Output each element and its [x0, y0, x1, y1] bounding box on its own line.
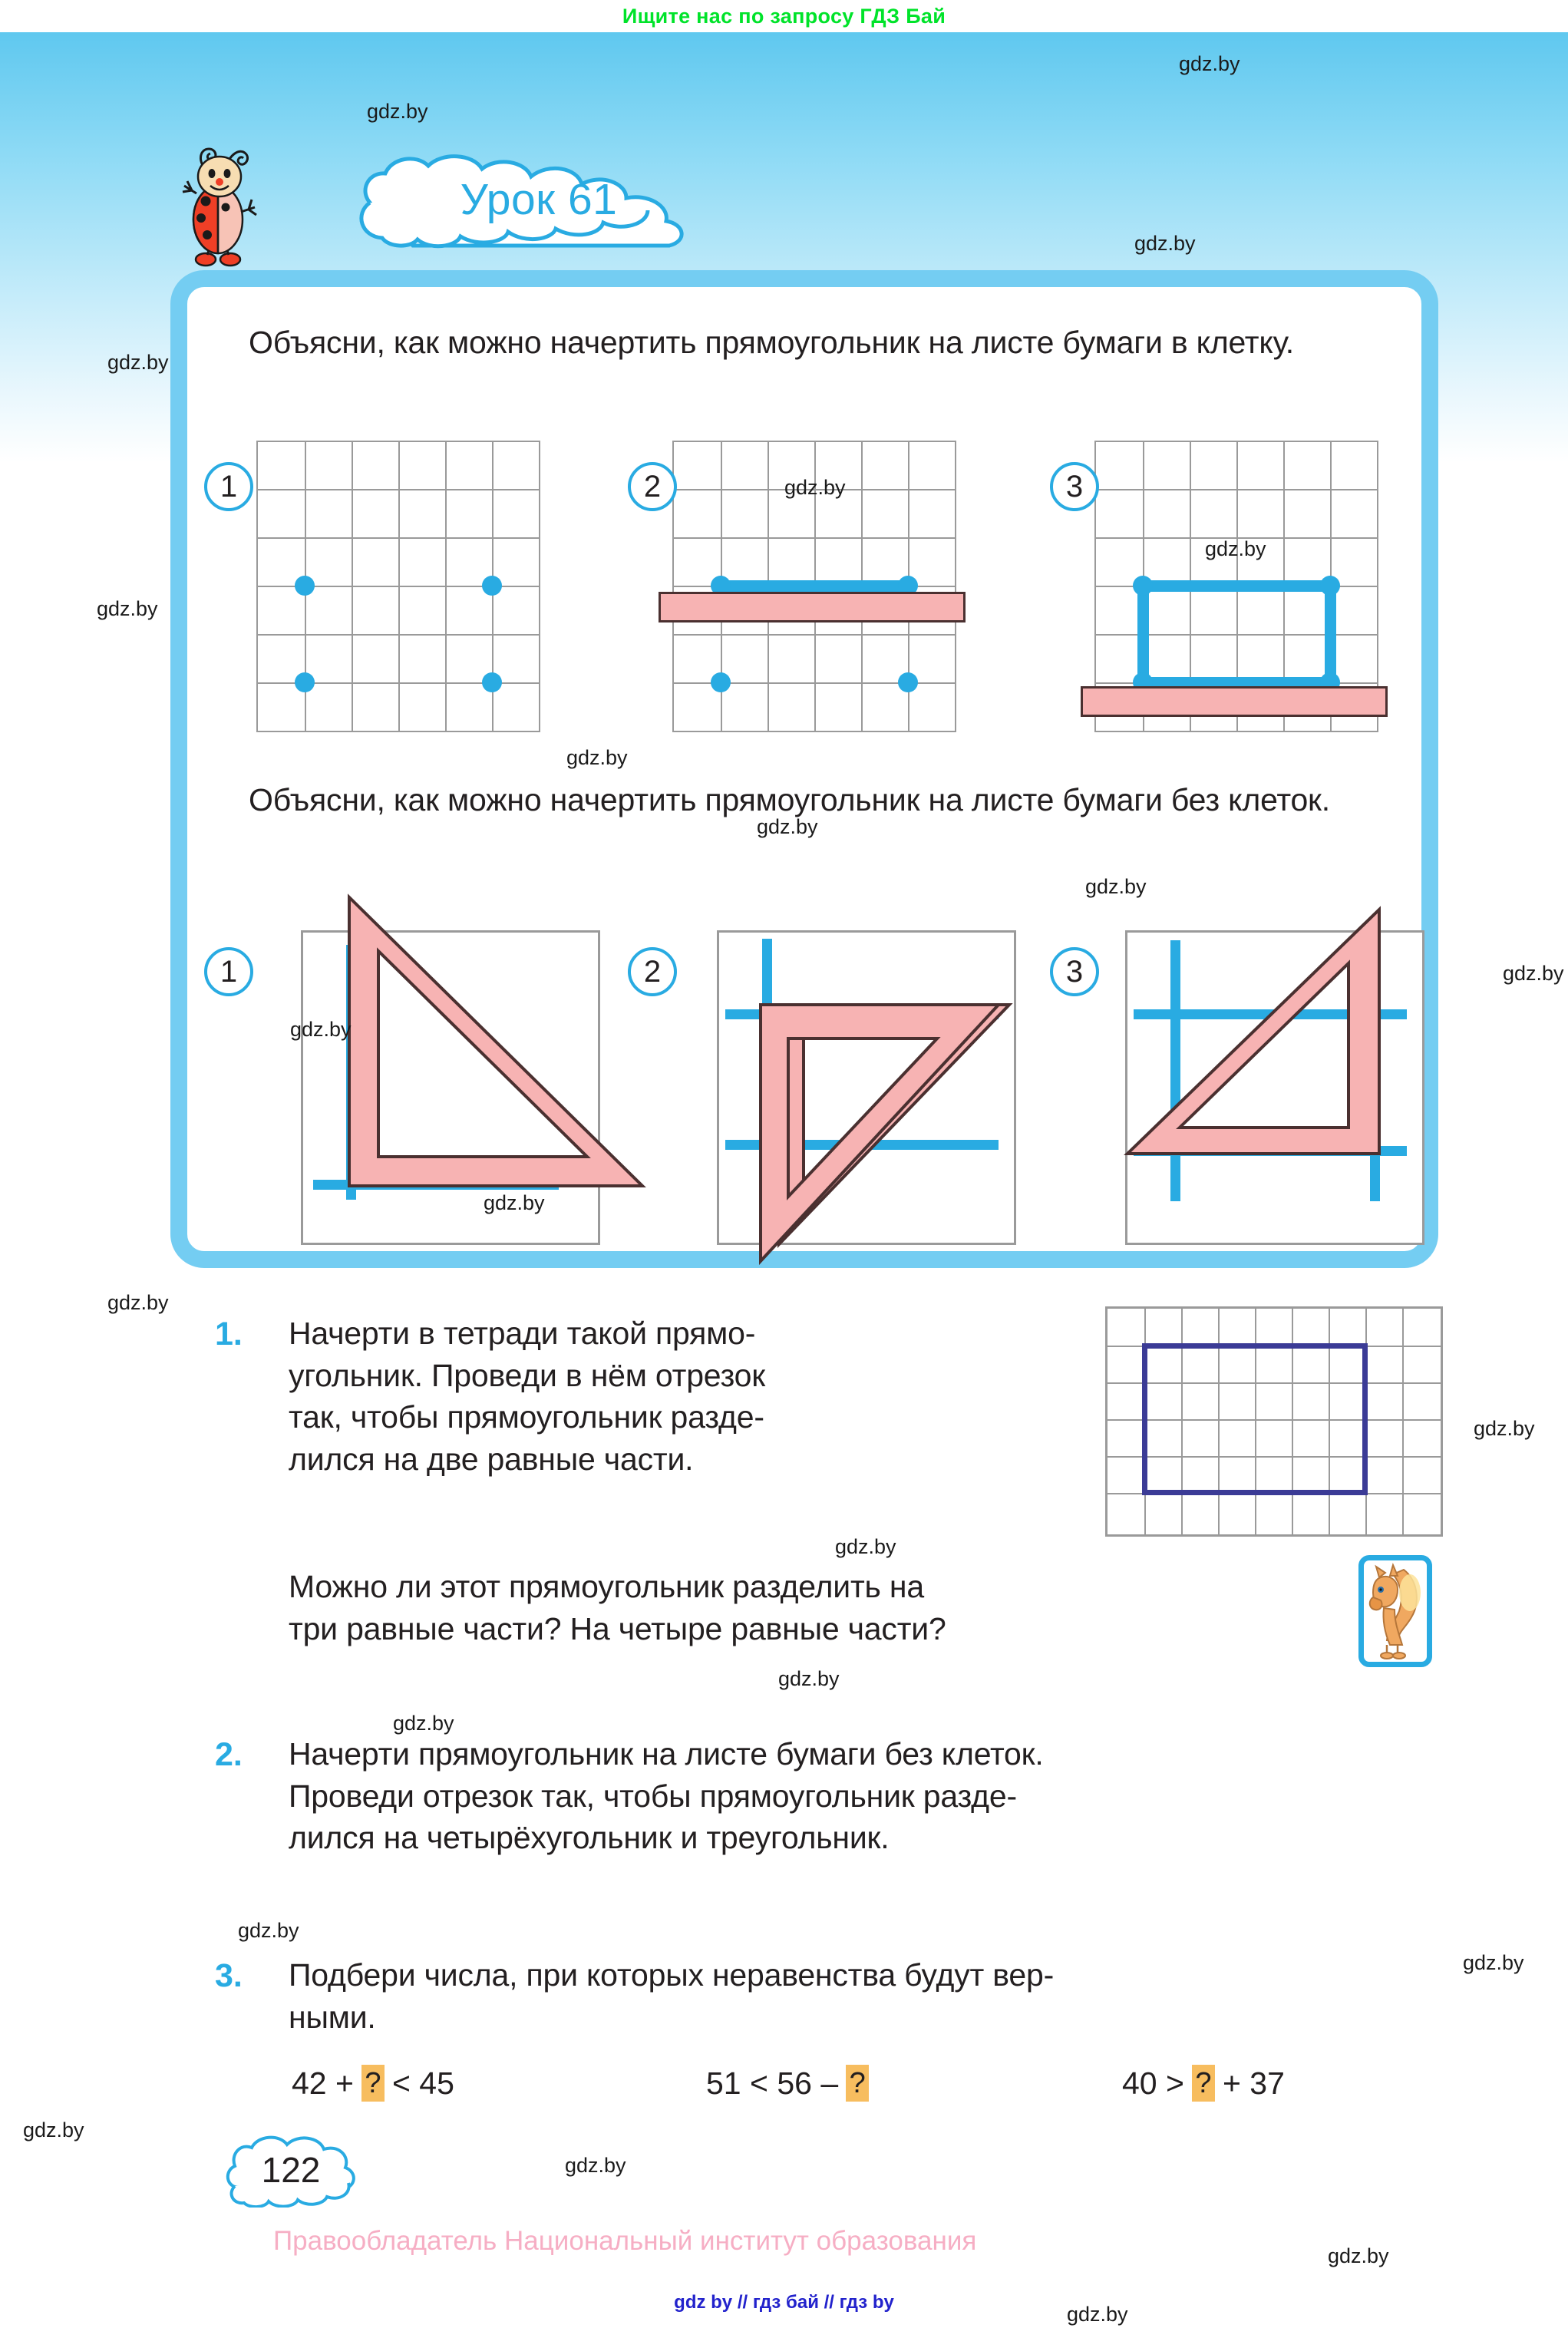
watermark: gdz.by	[393, 1712, 454, 1735]
watermark: gdz.by	[565, 2154, 626, 2177]
lesson-card	[170, 270, 1438, 1268]
card-heading-plain: Объясни, как можно начертить прямоугольник на листе бумаги без клеток.	[249, 782, 1330, 817]
watermark: gdz.by	[367, 100, 428, 123]
card-heading-grid: Объясни, как можно начертить прямоугольник на листе бумаги в клетку.	[249, 325, 1294, 360]
watermark: gdz.by	[107, 1291, 169, 1314]
corner-dot	[482, 576, 502, 596]
exercise-text-3	[289, 1954, 1455, 2038]
inequality-right: < 45	[391, 2065, 454, 2101]
exercise-number-2: 2.	[215, 1736, 243, 1773]
watermark: gdz.by	[1179, 52, 1240, 75]
step-badge-grid-1: 1	[204, 462, 253, 511]
watermark: gdz.by	[97, 597, 158, 620]
corner-dot	[482, 672, 502, 692]
exercise-line: лился на две равные части.	[289, 1441, 694, 1477]
exercise-line: так, чтобы прямоугольник разде-	[289, 1399, 764, 1435]
corner-dot	[1320, 576, 1340, 596]
promo-text: Ищите нас по запросу ГДЗ Бай	[622, 5, 946, 28]
inequality-2	[706, 2065, 876, 2102]
inequality-1	[292, 2065, 454, 2102]
corner-dot	[295, 576, 315, 596]
watermark: gdz.by	[784, 476, 846, 499]
promo-banner	[0, 0, 1568, 32]
page-number-cloud	[221, 2132, 361, 2208]
corner-dot	[898, 672, 918, 692]
answer-placeholder-box[interactable]: ?	[1192, 2065, 1215, 2102]
grid-panel-step-1	[256, 441, 540, 732]
watermark: gdz.by	[757, 815, 818, 838]
exercise-number-3: 3.	[215, 1957, 243, 1994]
inequality-left: 51 < 56 –	[706, 2065, 839, 2101]
step-badge-plain-1: 1	[204, 947, 253, 996]
corner-dot	[711, 672, 731, 692]
watermark: gdz.by	[1134, 232, 1196, 255]
paper-panel-step-3	[1125, 930, 1424, 1245]
notebook-grid-figure	[1105, 1306, 1443, 1537]
watermark: gdz.by	[484, 1191, 545, 1214]
grid-panel-step-3	[1094, 441, 1378, 732]
inequality-left: 42 +	[292, 2065, 354, 2101]
lesson-title: Урок 61	[460, 175, 618, 224]
exercise-number-1: 1.	[215, 1316, 243, 1352]
watermark: gdz.by	[23, 2118, 84, 2142]
inequality-right: + 37	[1222, 2065, 1285, 2101]
watermark: gdz.by	[290, 1018, 352, 1041]
exercise-text-2	[289, 1733, 1440, 1859]
exercise-line: лился на четырёхугольник и треугольник.	[289, 1820, 890, 1856]
ruler-icon	[1081, 686, 1388, 717]
inequality-left: 40 >	[1122, 2065, 1184, 2101]
paper-panel-step-2	[717, 930, 1016, 1245]
watermark: gdz.by	[1085, 875, 1147, 898]
exercise-line: угольник. Проведи в нём отрезок	[289, 1357, 765, 1393]
ladybug-icon	[175, 137, 276, 267]
watermark: gdz.by	[1463, 1951, 1524, 1974]
drawn-rectangle	[1142, 1343, 1368, 1495]
rect-side-top	[1143, 580, 1335, 592]
watermark: gdz.by	[1205, 537, 1266, 560]
exercise-line: Подбери числа, при которых неравенства будут вер-	[289, 1957, 1055, 1993]
squirrel-hint-box	[1358, 1555, 1432, 1667]
lesson-title-cloud	[347, 150, 731, 249]
page-number: 122	[261, 2150, 321, 2190]
answer-placeholder-box[interactable]: ?	[846, 2065, 869, 2102]
inequalities-row	[292, 2065, 1443, 2111]
exercise-line: ными.	[289, 1999, 376, 2035]
paper-panel-step-1	[301, 930, 600, 1245]
drawn-segment	[721, 580, 908, 592]
grid-line	[445, 442, 447, 731]
copyright-notice: Правообладатель Национальный институт образования	[273, 2226, 977, 2256]
exercise-line: Проведи отрезок так, чтобы прямоугольник разде-	[289, 1778, 1017, 1814]
exercise-text-1-followup	[289, 1566, 1363, 1649]
rect-side-right	[1325, 586, 1336, 682]
watermark: gdz.by	[835, 1535, 896, 1558]
watermark: gdz.by	[107, 351, 169, 374]
grid-line	[398, 442, 400, 731]
exercise-line: три равные части? На четыре равные части?	[289, 1610, 946, 1646]
exercise-line: Можно ли этот прямоугольник разделить на	[289, 1569, 924, 1604]
watermark: gdz.by	[1067, 2303, 1128, 2326]
step-badge-plain-3: 3	[1050, 947, 1099, 996]
exercise-line: Начерти прямоугольник на листе бумаги без клеток.	[289, 1736, 1044, 1772]
set-square-icon	[1109, 905, 1447, 1212]
answer-placeholder-box[interactable]: ?	[361, 2065, 385, 2102]
watermark: gdz.by	[778, 1667, 840, 1690]
set-square-icon	[305, 896, 665, 1218]
exercise-text-1	[289, 1313, 1071, 1480]
watermark: gdz.by	[566, 746, 628, 769]
watermark: gdz.by	[1503, 962, 1564, 985]
exercise-line: Начерти в тетради такой прямо-	[289, 1316, 756, 1351]
rect-side-left	[1137, 586, 1149, 682]
step-badge-plain-2: 2	[628, 947, 677, 996]
watermark: gdz.by	[1328, 2244, 1389, 2267]
ruler-icon	[659, 592, 966, 622]
watermark: gdz.by	[1474, 1417, 1535, 1440]
corner-dot	[295, 672, 315, 692]
grid-line	[352, 442, 353, 731]
corner-dot	[1133, 576, 1153, 596]
step-badge-grid-3: 3	[1050, 462, 1099, 511]
inequality-3	[1122, 2065, 1285, 2102]
watermark: gdz.by	[238, 1919, 299, 1942]
bottom-site-link[interactable]: gdz by // гдз бай // гдз by	[674, 2292, 894, 2313]
step-badge-grid-2: 2	[628, 462, 677, 511]
grid-line	[1402, 1309, 1404, 1534]
set-square-icon	[745, 991, 1052, 1298]
squirrel-icon	[1364, 1560, 1427, 1662]
